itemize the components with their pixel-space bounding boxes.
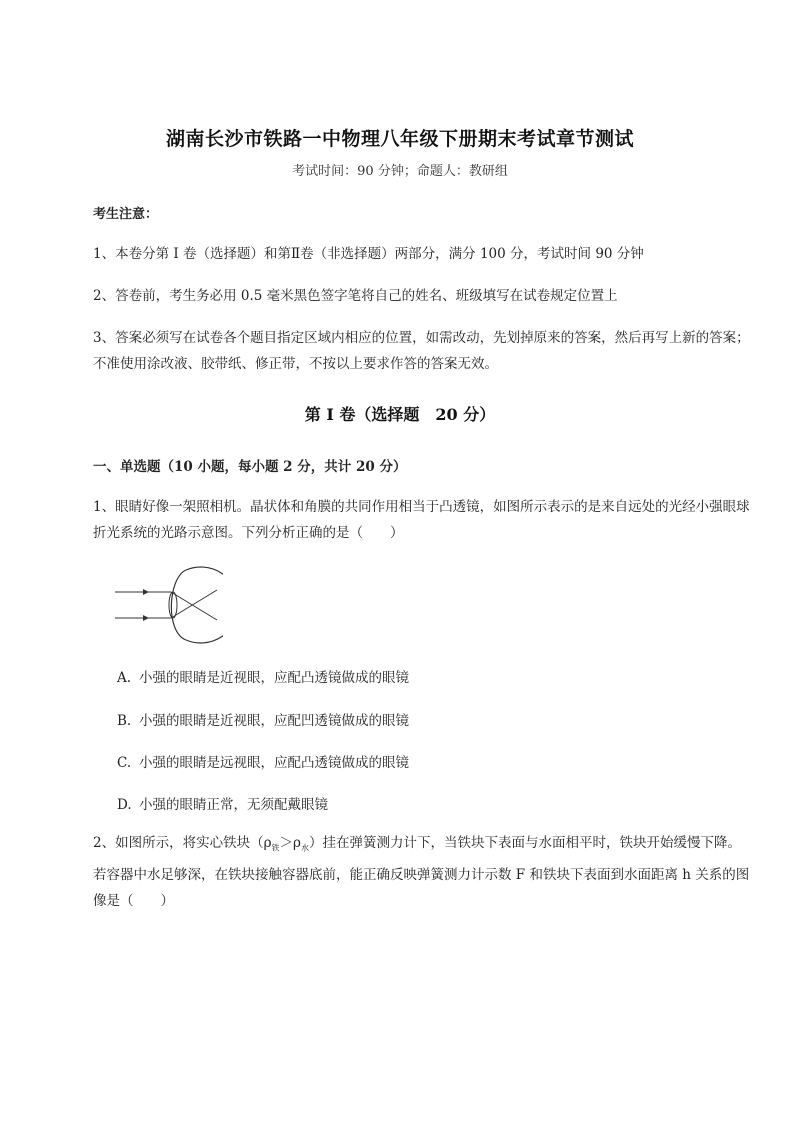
page-subtitle: 考试时间：90 分钟；命题人：教研组: [292, 164, 508, 179]
page-title: 湖南长沙市铁路一中物理八年级下册期末考试章节测试: [165, 128, 634, 150]
option-a: [117, 666, 409, 686]
option-b-text: 小强的眼睛是近视眼，应配凹透镜做成的眼镜: [139, 713, 409, 729]
section-title: 第 I 卷（选择题 20 分）: [304, 405, 496, 424]
question-2-text: [93, 830, 753, 914]
option-b-label: B.: [117, 713, 132, 729]
question-2-part-b: ＞ρ: [279, 835, 301, 851]
notice-item-1: 1、本卷分第 I 卷（选择题）和第Ⅱ卷（非选择题）两部分，满分 100 分，考试时间 90 分钟: [93, 246, 644, 262]
notice-item-3: 3、答案必须写在试卷各个题目指定区域内相应的位置，如需改动，先划掉原来的答案，然后再写上新的答案；不准使用涂改液、胶带纸、修正带，不按以上要求作答的答案无效。: [93, 330, 750, 372]
subscript-water: 水: [300, 843, 309, 853]
option-c-label: C.: [117, 755, 132, 771]
option-c-text: 小强的眼睛是远视眼，应配凸透镜做成的眼镜: [139, 755, 409, 771]
subscript-iron: 铁: [271, 843, 280, 853]
question-1-text: 1、眼睛好像一架照相机。晶状体和角膜的共同作用相当于凸透镜，如图所示表示的是来自远处的光经小强眼球折光系统的光路示意图。下列分析正确的是（ ）: [93, 499, 750, 541]
question-2-part-c: ）挂在弹簧测力计下，当铁块下表面与水面相平时，铁块开始缓慢下降。若容器中水足够深，在铁块接触容器底前，能正确反映弹簧测力计示数 F 和铁块下表面到水面距离 h 关系的图像是（ ）: [93, 835, 750, 909]
eye-diagram: [113, 566, 223, 644]
option-d-text: 小强的眼睛正常，无须配戴眼镜: [139, 797, 328, 813]
part-title: 一、单选题（10 小题，每小题 2 分，共计 20 分）: [93, 459, 407, 475]
option-d: [117, 793, 328, 813]
option-d-label: D.: [117, 797, 132, 813]
option-b: [117, 709, 409, 729]
option-a-label: A.: [117, 670, 132, 686]
notice-heading: 考生注意：: [93, 207, 159, 222]
option-a-text: 小强的眼睛是近视眼，应配凸透镜做成的眼镜: [139, 670, 409, 686]
notice-item-2: 2、答卷前，考生务必用 0.5 毫米黑色签字笔将自己的姓名、班级填写在试卷规定位置上: [93, 288, 618, 304]
option-c: [117, 751, 409, 771]
question-2-part-a: 2、如图所示，将实心铁块（ρ: [93, 835, 272, 851]
